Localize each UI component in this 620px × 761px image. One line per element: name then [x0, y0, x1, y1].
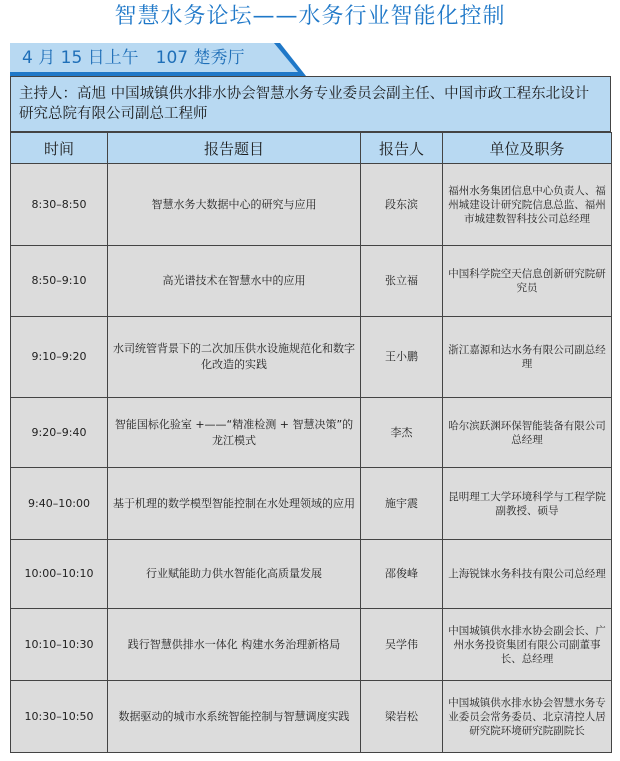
row-topic: 基于机理的数学模型智能控制在水处理领域的应用 [108, 468, 361, 540]
host-info: 主持人：高旭 中国城镇供水排水协会智慧水务专业委员会副主任、中国市政工程东北设计研究总院有限公司副总工程师 [10, 76, 611, 132]
row-org: 上海锐铼水务科技有限公司总经理 [443, 540, 612, 609]
row-time: 10:00–10:10 [11, 540, 108, 609]
row-speaker: 李杰 [361, 398, 443, 468]
row-topic: 智能国标化验室 +——“精准检测 + 智慧决策”的龙江模式 [108, 398, 361, 468]
schedule-grid [10, 132, 612, 753]
row-topic: 践行智慧供排水一体化 构建水务治理新格局 [108, 609, 361, 681]
row-org: 浙江嘉源和达水务有限公司副总经理 [443, 317, 612, 398]
row-speaker: 施宇震 [361, 468, 443, 540]
table-row [11, 246, 612, 317]
row-topic: 水司统管背景下的二次加压供水设施规范化和数字化改造的实践 [108, 317, 361, 398]
column-header-topic: 报告题目 [108, 133, 361, 164]
column-header-org: 单位及职务 [443, 133, 612, 164]
row-time: 9:10–9:20 [11, 317, 108, 398]
table-row [11, 609, 612, 681]
row-topic: 行业赋能助力供水智能化高质量发展 [108, 540, 361, 609]
table-row [11, 468, 612, 540]
row-topic: 智慧水务大数据中心的研究与应用 [108, 164, 361, 246]
row-speaker: 王小鹏 [361, 317, 443, 398]
row-time: 10:10–10:30 [11, 609, 108, 681]
table-row [11, 681, 612, 753]
table-row [11, 398, 612, 468]
row-speaker: 梁岩松 [361, 681, 443, 753]
row-time: 8:30–8:50 [11, 164, 108, 246]
session-date-label: 4 月 15 日上午 107 楚秀厅 [22, 48, 245, 68]
row-speaker: 邵俊峰 [361, 540, 443, 609]
row-time: 10:30–10:50 [11, 681, 108, 753]
row-org: 哈尔滨跃渊环保智能装备有限公司总经理 [443, 398, 612, 468]
row-org: 中国城镇供水排水协会副会长、广州水务投资集团有限公司副董事长、总经理 [443, 609, 612, 681]
row-org: 昆明理工大学环境科学与工程学院副教授、硕导 [443, 468, 612, 540]
table-row [11, 164, 612, 246]
row-org: 中国科学院空天信息创新研究院研究员 [443, 246, 612, 317]
row-speaker: 段东滨 [361, 164, 443, 246]
page-title: 智慧水务论坛——水务行业智能化控制 [114, 4, 506, 29]
row-speaker: 张立福 [361, 246, 443, 317]
table-row [11, 540, 612, 609]
column-header-time: 时间 [11, 133, 108, 164]
row-time: 9:40–10:00 [11, 468, 108, 540]
row-topic: 高光谱技术在智慧水中的应用 [108, 246, 361, 317]
row-topic: 数据驱动的城市水系统智能控制与智慧调度实践 [108, 681, 361, 753]
row-time: 9:20–9:40 [11, 398, 108, 468]
schedule-table [10, 76, 611, 753]
session-date-bar [10, 42, 310, 78]
table-header-row [11, 133, 612, 164]
row-time: 8:50–9:10 [11, 246, 108, 317]
row-org: 福州水务集团信息中心负责人、福州城建设计研究院信息总监、福州市城建数智科技公司总经理 [443, 164, 612, 246]
table-row [11, 317, 612, 398]
row-speaker: 吴学伟 [361, 609, 443, 681]
column-header-speaker: 报告人 [361, 133, 443, 164]
row-org: 中国城镇供水排水协会智慧水务专业委员会常务委员、北京清控人居研究院环境研究院副院长 [443, 681, 612, 753]
